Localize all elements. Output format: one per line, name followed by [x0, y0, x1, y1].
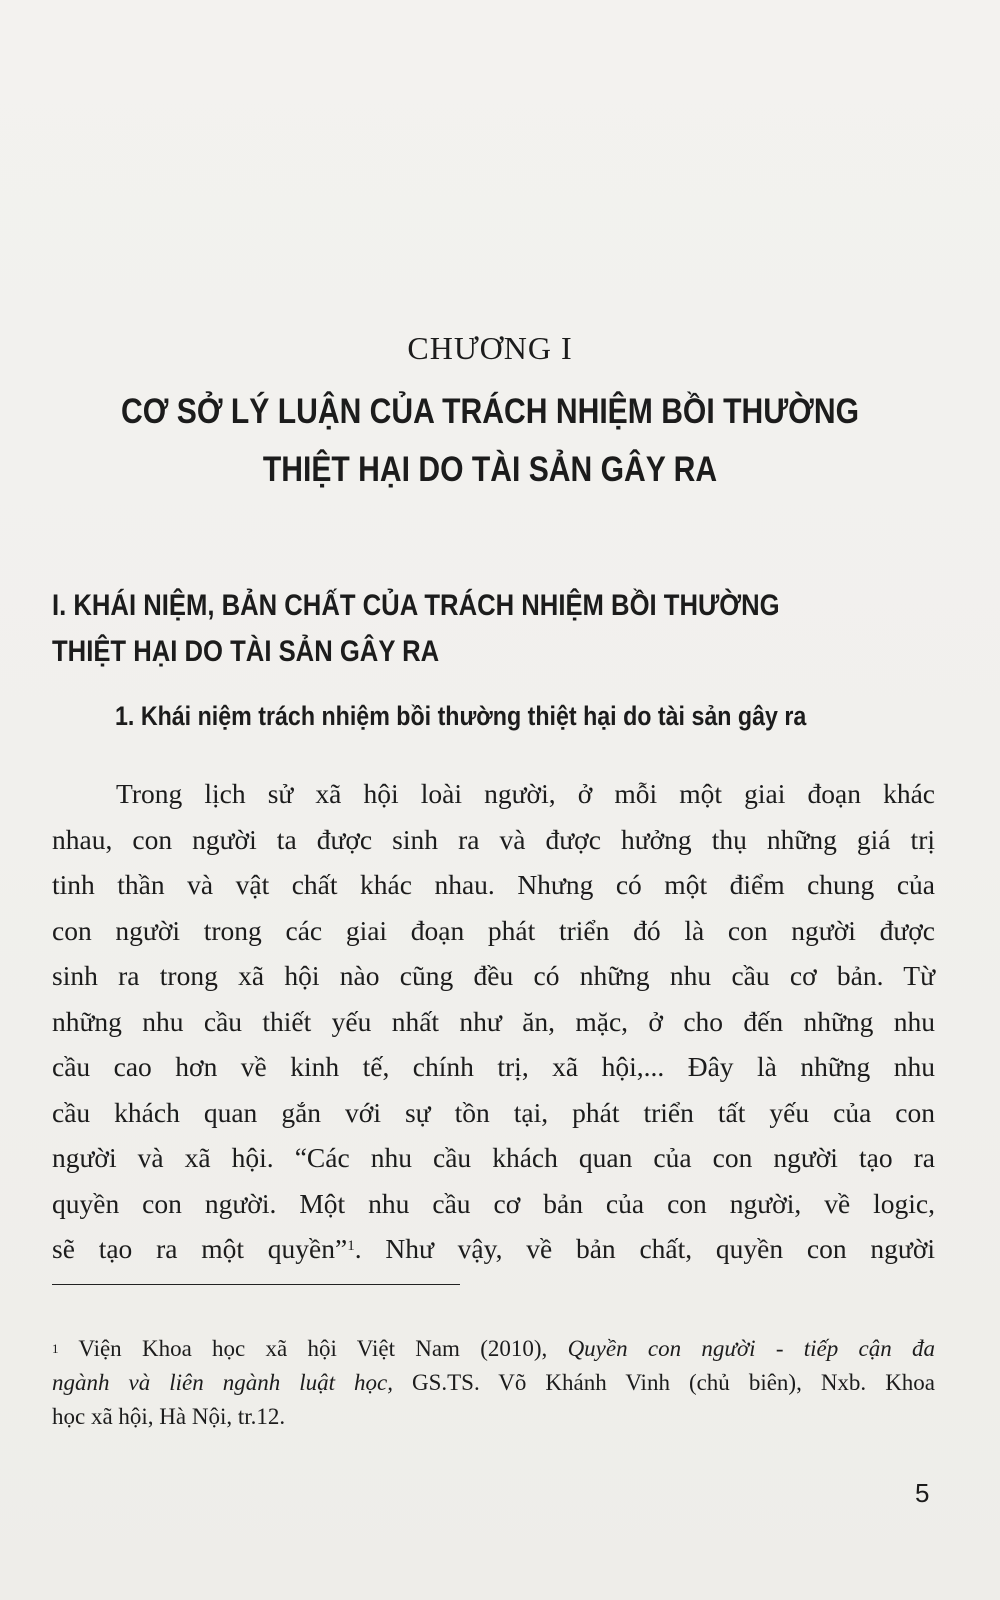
chapter-title-line-2: THIỆT HẠI DO TÀI SẢN GÂY RA: [262, 450, 718, 489]
footnote: [52, 1332, 935, 1434]
body-line: Trong lịch sử xã hội loài người, ở mỗi một giai đoạn khác: [116, 778, 935, 809]
footnote-book-title: Quyền con người - tiếp cận đa: [567, 1336, 935, 1361]
body-line: cầu cao hơn về kinh tế, chính trị, xã hội,... Đây là những nhu: [52, 1051, 935, 1082]
body-line: nhau, con người ta được sinh ra và được hưởng thụ những giá trị: [52, 823, 935, 855]
body-last-line-start: sẽ tạo ra một quyền”: [52, 1233, 348, 1264]
page-number: 5: [915, 1478, 930, 1508]
section-title: [52, 583, 916, 675]
body-line: tinh thần và vật chất khác nhau. Nhưng có một điểm chung của: [52, 869, 935, 900]
body-paragraph: [52, 771, 935, 1272]
footnote-citation: Viện Khoa học xã hội Việt Nam (2010),: [58, 1336, 568, 1361]
body-line: cầu khách quan gắn với sự tồn tại, phát triển tất yếu của con: [52, 1096, 935, 1128]
footnote-reference[interactable]: 1: [347, 1238, 355, 1254]
subsection-title: 1. Khái niệm trách nhiệm bồi thường thiệt hại do tài sản gây ra: [115, 701, 807, 731]
body-line: con người trong các giai đoạn phát triển đó là con người được: [52, 914, 935, 946]
footnote-line-3: học xã hội, Hà Nội, tr.12.: [52, 1404, 286, 1429]
footnote-divider: [52, 1284, 460, 1285]
body-line: người và xã hội. “Các nhu cầu khách quan của con người tạo ra: [52, 1142, 935, 1173]
footnote-line-1: [52, 1332, 935, 1366]
body-line: sinh ra trong xã hội nào cũng đều có những nhu cầu cơ bản. Từ: [52, 960, 935, 991]
chapter-label: CHƯƠNG I: [407, 330, 573, 366]
body-last-line-end: . Như vậy, về bản chất, quyền con người: [354, 1233, 935, 1264]
footnote-line-2: [52, 1366, 935, 1400]
body-line: quyền con người. Một nhu cầu cơ bản của con người, về logic,: [52, 1187, 935, 1219]
chapter-title: [69, 383, 912, 499]
chapter-title-line-1: CƠ SỞ LÝ LUẬN CỦA TRÁCH NHIỆM BỒI THƯỜNG: [121, 392, 859, 431]
body-line-last: [52, 1226, 935, 1272]
section-title-line-1: I. KHÁI NIỆM, BẢN CHẤT CỦA TRÁCH NHIỆM BỒI THƯỜNG: [52, 589, 780, 622]
footnote-book-title-cont: ngành và liên ngành luật học,: [52, 1370, 393, 1395]
body-line: những nhu cầu thiết yếu nhất như ăn, mặc, ở cho đến những nhu: [52, 1005, 935, 1037]
footnote-editor: GS.TS. Võ Khánh Vinh (chủ biên), Nxb. Khoa: [392, 1370, 936, 1395]
section-title-line-2: THIỆT HẠI DO TÀI SẢN GÂY RA: [52, 635, 440, 668]
footnote-marker: 1: [52, 1341, 59, 1356]
